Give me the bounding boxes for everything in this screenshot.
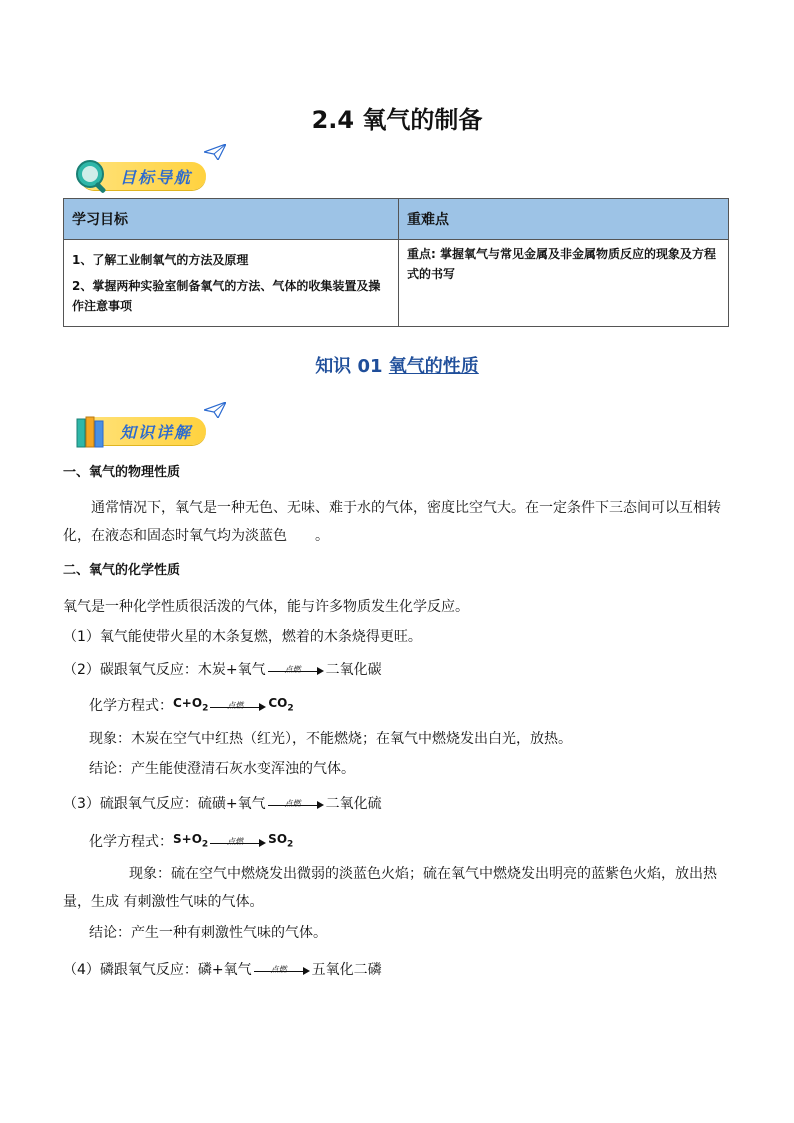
keypoints-cell: 重点: 掌握氧气与常见金属及非金属物质反应的现象及方程式的书写 [399,240,729,327]
heading-chemical: 二、氧气的化学性质 [63,563,181,578]
carbon-phenomenon: 现象：木炭在空气中红热（红光），不能燃烧；在氧气中燃烧发出白光，放热。 [89,731,572,747]
magnifier-icon [74,158,110,194]
item-4-prefix: （4）磷跟氧气反应：磷+氧气 [63,962,252,978]
section-heading [0,352,794,378]
item-2 [63,652,733,688]
item-3-prefix: （3）硫跟氧气反应：硫磺+氧气 [63,796,266,812]
sulfur-conclusion: 结论：产生一种有刺激性气味的气体。 [89,925,327,941]
sulfur-phenomenon: 现象：硫在空气中燃烧发出微弱的淡蓝色火焰；硫在氧气中燃烧发出明亮的蓝紫色火焰，放出热量，生成 有刺激性气味的气体。 [63,866,717,910]
reaction-arrow: 点燃 [210,699,266,713]
goals-header: 学习目标 [64,199,399,240]
goal-item: 1、了解工业制氧气的方法及原理 [72,253,249,267]
content-body [63,462,733,990]
item-4-product: 五氧化二磷 [311,962,382,978]
paper-plane-icon [204,144,226,160]
item-2-prefix: （2）碳跟氧气反应：木炭+氧气 [63,662,266,678]
keypoints-header: 重难点 [399,199,729,240]
goal-nav-label: 目标导航 [120,167,193,187]
item-1: （1）氧气能使带火星的木条复燃，燃着的木条烧得更旺。 [63,629,422,645]
books-icon [74,413,110,449]
paper-plane-icon [204,402,226,418]
item-2-product: 二氧化碳 [325,662,382,678]
heading-physical: 一、氧气的物理性质 [63,465,181,480]
page-title: 2.4 氧气的制备 [311,106,483,134]
reaction-arrow: 点燃 [268,663,324,677]
sulfur-equation: 化学方程式： $S+O_2$ 点燃 $SO_2$ [89,832,294,850]
goal-item: 2、掌握两种实验室制备氧气的方法、气体的收集装置及操作注意事项 [72,279,381,313]
physical-text: 通常情况下，氧气是一种无色、无味、难于水的气体，密度比空气大。在一定条件下三态间可以互相转化，在液态和固态时氧气均为淡蓝色 。 [63,500,721,544]
goals-table [63,198,729,327]
reaction-arrow: 点燃 [268,797,324,811]
knowledge-pill [80,417,206,445]
knowledge-badge [80,405,206,445]
reaction-arrow: 点燃 [210,835,266,849]
knowledge-label: 知识详解 [120,422,193,442]
carbon-equation: 化学方程式： $C+O_2$ 点燃 $CO_2$ [89,696,294,714]
item-4 [63,950,733,990]
section-number: 知识 01 [315,356,383,377]
goal-nav-badge [80,150,206,190]
reaction-arrow: 点燃 [254,963,310,977]
item-3 [63,784,733,824]
carbon-conclusion: 结论：产生能使澄清石灰水变浑浊的气体。 [89,761,355,777]
section-title: 氧气的性质 [388,356,479,377]
goals-cell [64,240,399,327]
item-3-product: 二氧化硫 [325,796,382,812]
goal-nav-pill [80,162,206,190]
chemical-intro: 氧气是一种化学性质很活泼的气体，能与许多物质发生化学反应。 [63,599,469,615]
